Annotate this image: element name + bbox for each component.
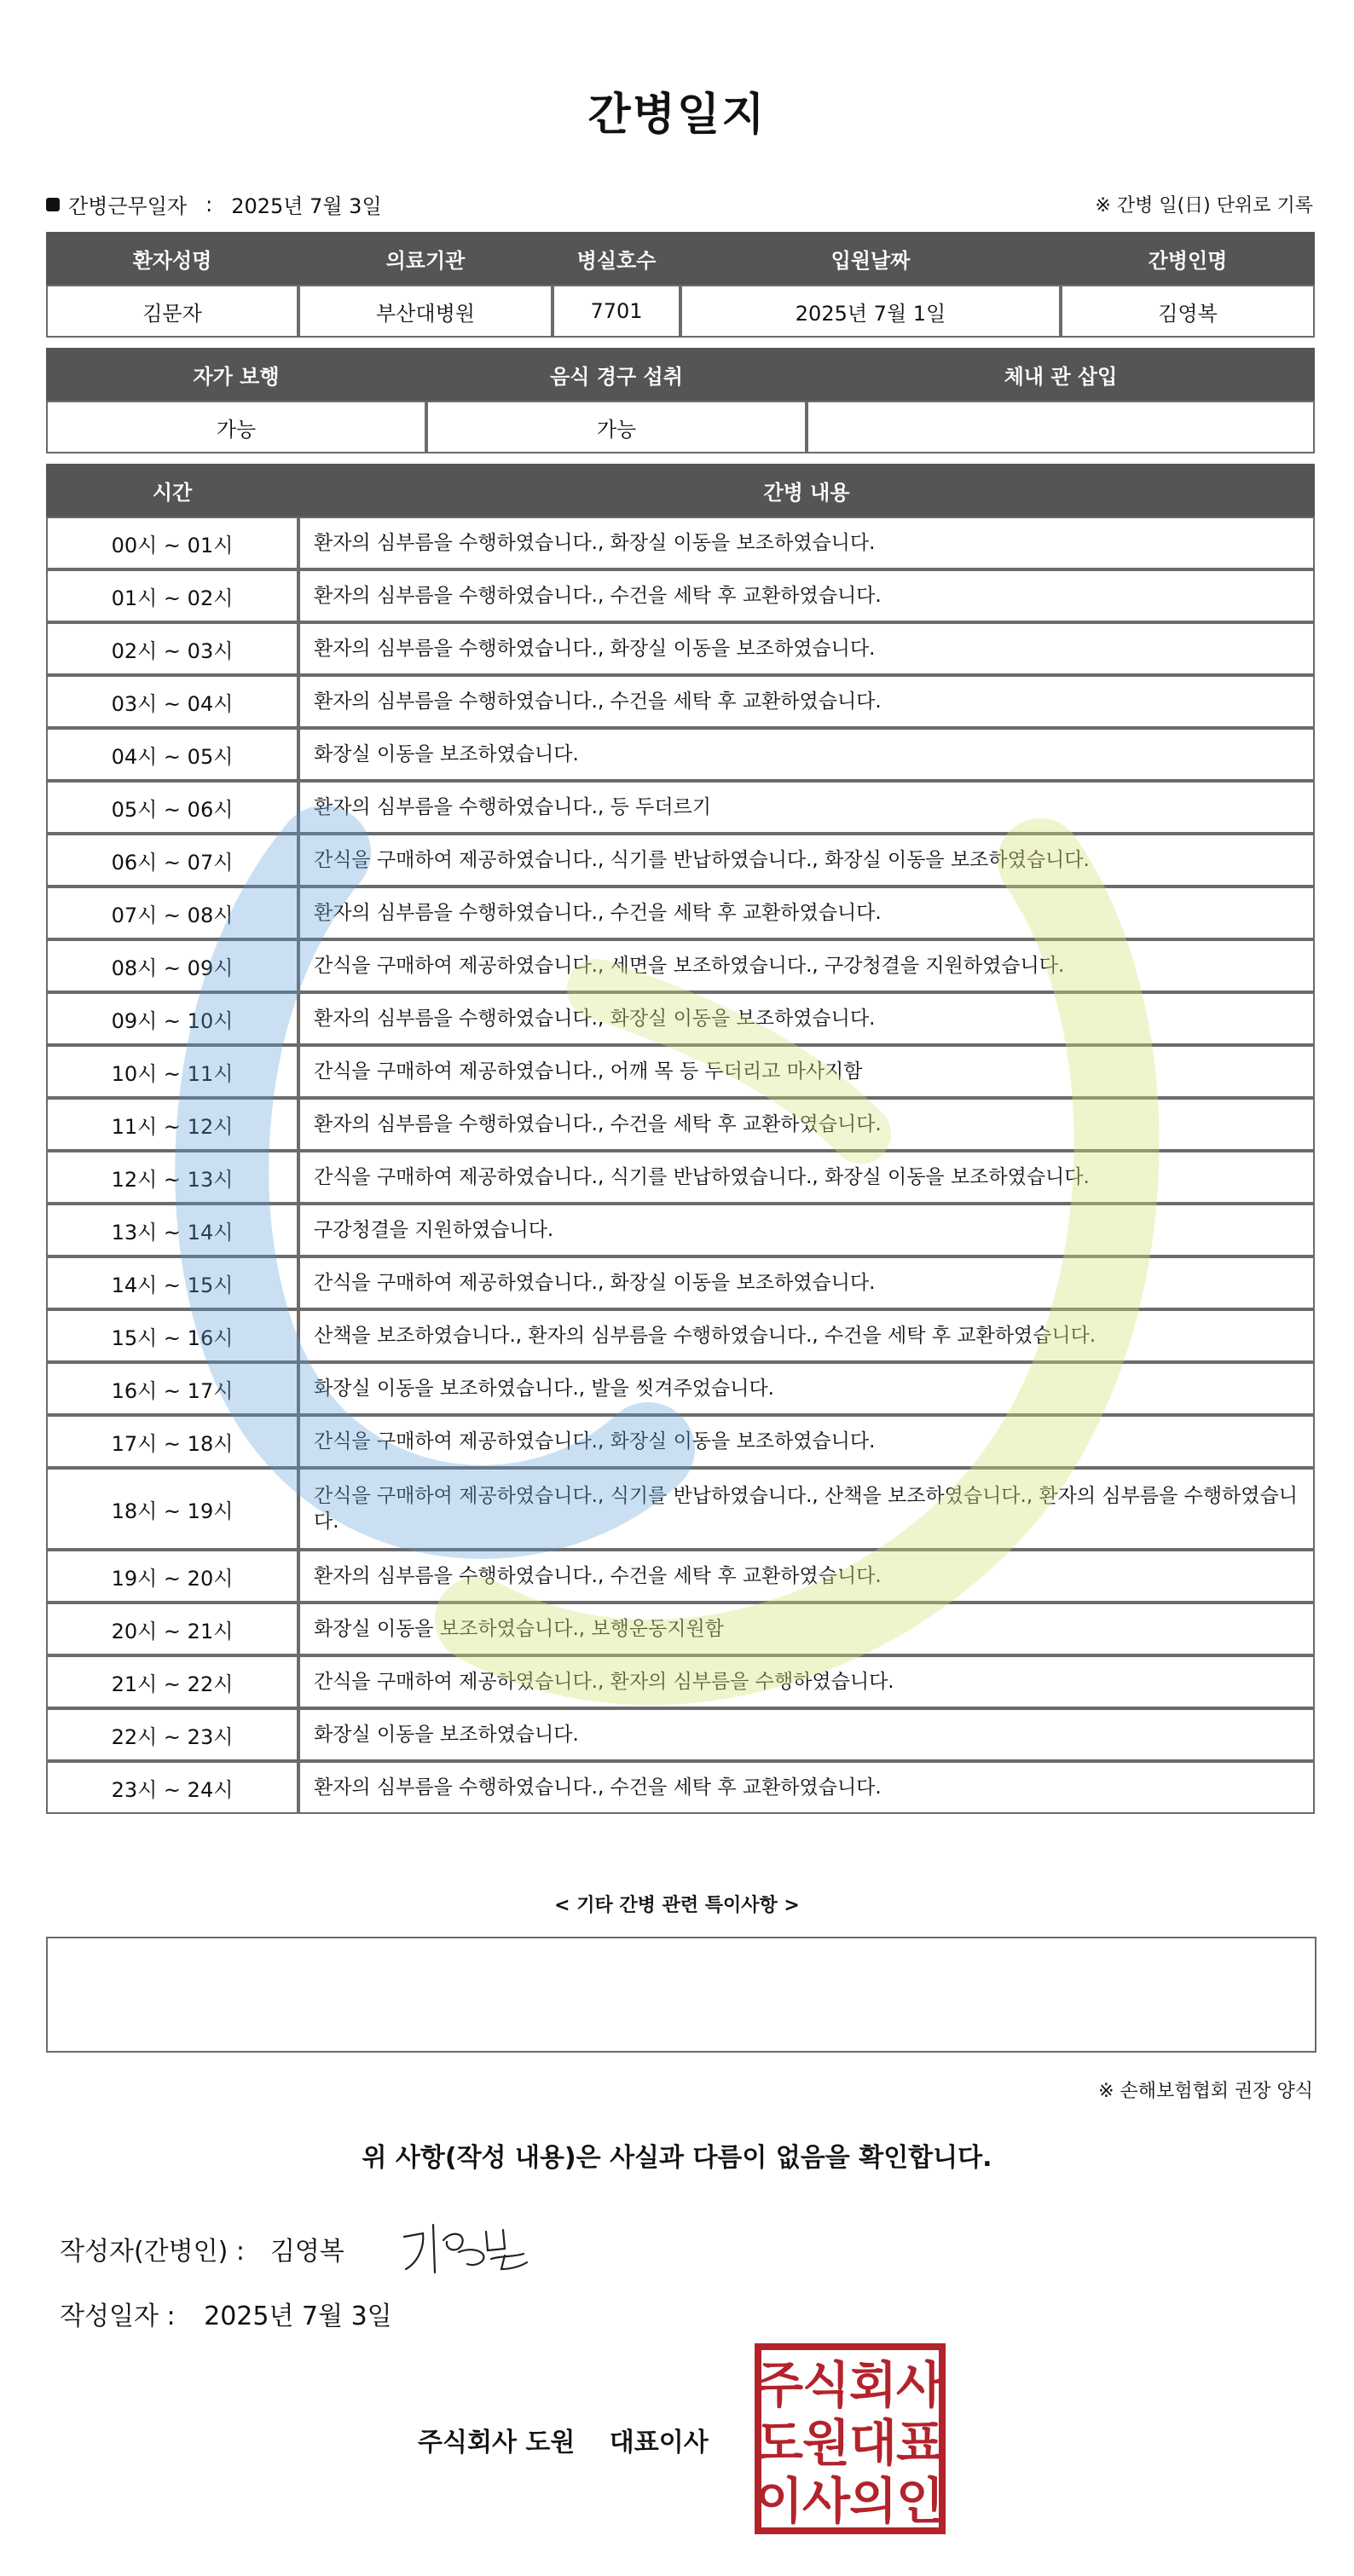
table-row [46, 1151, 1315, 1204]
table-row [46, 517, 1315, 569]
representative-title: 대표이사 [609, 2428, 709, 2458]
content-cell: 화장실 이동을 보조하였습니다., 보행운동지원함 [298, 1603, 1315, 1655]
time-cell: 04시 ~ 05시 [46, 728, 298, 781]
content-cell: 환자의 심부름을 수행하였습니다., 수건을 세탁 후 교환하였습니다. [298, 569, 1315, 622]
writer-name: 김영복 [269, 2237, 344, 2267]
content-cell: 환자의 심부름을 수행하였습니다., 수건을 세탁 후 교환하였습니다. [298, 1761, 1315, 1814]
header-caregiver-name: 간병인명 [1061, 232, 1315, 285]
svg-text:원: 원 [801, 2414, 851, 2472]
signature [399, 2213, 535, 2281]
content-cell: 화장실 이동을 보조하였습니다., 발을 씻겨주었습니다. [298, 1362, 1315, 1415]
content-cell: 산책을 보조하였습니다., 환자의 심부름을 수행하였습니다., 수건을 세탁 후 교환하였습니다. [298, 1309, 1315, 1362]
time-cell: 01시 ~ 02시 [46, 569, 298, 622]
table-row [46, 1603, 1315, 1655]
confirm-statement: 위 사항(작성 내용)은 사실과 다름이 없음을 확인합니다. [362, 2143, 992, 2173]
table-row [46, 728, 1315, 781]
company-seal-stamp [754, 2342, 946, 2535]
svg-text:표: 표 [895, 2414, 945, 2472]
work-date-row [46, 189, 382, 219]
time-cell: 09시 ~ 10시 [46, 992, 298, 1045]
patient-status-table [46, 348, 1315, 453]
time-cell: 19시 ~ 20시 [46, 1550, 298, 1603]
table-row [46, 834, 1315, 887]
time-cell: 18시 ~ 19시 [46, 1468, 298, 1550]
patient-value-row [46, 285, 1315, 338]
svg-text:대: 대 [848, 2414, 898, 2472]
room-number-cell: 7701 [553, 285, 680, 338]
table-row [46, 569, 1315, 622]
self-walking-cell: 가능 [46, 401, 426, 453]
content-cell: 환자의 심부름을 수행하였습니다., 수건을 세탁 후 교환하였습니다. [298, 887, 1315, 939]
header-self-walking: 자가 보행 [46, 348, 426, 401]
content-cell: 간식을 구매하여 제공하였습니다., 환자의 심부름을 수행하였습니다. [298, 1655, 1315, 1708]
table-row [46, 1309, 1315, 1362]
svg-text:도: 도 [755, 2414, 804, 2472]
square-bullet-icon [46, 198, 60, 211]
content-cell: 간식을 구매하여 제공하였습니다., 화장실 이동을 보조하였습니다. [298, 1415, 1315, 1468]
table-row [46, 1045, 1315, 1098]
header-care-content: 간병 내용 [298, 464, 1315, 517]
time-cell: 06시 ~ 07시 [46, 834, 298, 887]
status-value-row [46, 401, 1315, 453]
table-row [46, 781, 1315, 834]
table-row [46, 675, 1315, 728]
header-room-number: 병실호수 [553, 232, 680, 285]
caregiver-name-cell: 김영복 [1061, 285, 1315, 338]
time-cell: 12시 ~ 13시 [46, 1151, 298, 1204]
content-cell: 환자의 심부름을 수행하였습니다., 수건을 세탁 후 교환하였습니다. [298, 675, 1315, 728]
content-cell: 화장실 이동을 보조하였습니다. [298, 728, 1315, 781]
time-cell: 11시 ~ 12시 [46, 1098, 298, 1151]
header-time: 시간 [46, 464, 298, 517]
content-cell: 화장실 이동을 보조하였습니다. [298, 1708, 1315, 1761]
log-header-row [46, 464, 1315, 517]
table-row [46, 887, 1315, 939]
table-row [46, 1204, 1315, 1256]
table-row [46, 622, 1315, 675]
time-cell: 10시 ~ 11시 [46, 1045, 298, 1098]
header-hospital: 의료기관 [298, 232, 553, 285]
patient-name-cell: 김문자 [46, 285, 298, 338]
time-cell: 00시 ~ 01시 [46, 517, 298, 569]
svg-text:회: 회 [848, 2356, 898, 2414]
time-cell: 15시 ~ 16시 [46, 1309, 298, 1362]
work-date-label: 간병근무일자 [68, 194, 188, 218]
content-cell: 간식을 구매하여 제공하였습니다., 식기를 반납하였습니다., 산책을 보조하였습니다., 환자의 심부름을 수행하였습니다. [298, 1468, 1315, 1550]
time-cell: 22시 ~ 23시 [46, 1708, 298, 1761]
table-row [46, 1550, 1315, 1603]
care-log-table [46, 464, 1315, 1814]
content-cell: 환자의 심부름을 수행하였습니다., 수건을 세탁 후 교환하였습니다. [298, 1098, 1315, 1151]
content-cell: 간식을 구매하여 제공하였습니다., 식기를 반납하였습니다., 화장실 이동을 보조하였습니다. [298, 834, 1315, 887]
content-cell: 환자의 심부름을 수행하였습니다., 화장실 이동을 보조하였습니다. [298, 622, 1315, 675]
writer-label: 작성자(간병인) : [60, 2237, 245, 2267]
header-patient-name: 환자성명 [46, 232, 298, 285]
tube-insertion-cell [807, 401, 1315, 453]
notes-box [46, 1937, 1316, 2053]
status-header-row [46, 348, 1315, 401]
header-tube-insertion: 체내 관 삽입 [807, 348, 1315, 401]
table-row [46, 1655, 1315, 1708]
header-admission-date: 입원날짜 [680, 232, 1061, 285]
svg-text:인: 인 [895, 2472, 945, 2530]
content-cell: 환자의 심부름을 수행하였습니다., 화장실 이동을 보조하였습니다. [298, 992, 1315, 1045]
written-date-row [60, 2295, 392, 2332]
patient-info-table [46, 232, 1315, 338]
content-cell: 환자의 심부름을 수행하였습니다., 화장실 이동을 보조하였습니다. [298, 517, 1315, 569]
admission-date-cell: 2025년 7월 1일 [680, 285, 1061, 338]
table-row [46, 992, 1315, 1045]
time-cell: 23시 ~ 24시 [46, 1761, 298, 1814]
time-cell: 07시 ~ 08시 [46, 887, 298, 939]
time-cell: 16시 ~ 17시 [46, 1362, 298, 1415]
header-oral-intake: 음식 경구 섭취 [426, 348, 807, 401]
content-cell: 간식을 구매하여 제공하였습니다., 화장실 이동을 보조하였습니다. [298, 1256, 1315, 1309]
table-row [46, 1415, 1315, 1468]
content-cell: 환자의 심부름을 수행하였습니다., 등 두더르기 [298, 781, 1315, 834]
work-date-separator: : [205, 192, 213, 217]
content-cell: 환자의 심부름을 수행하였습니다., 수건을 세탁 후 교환하였습니다. [298, 1550, 1315, 1603]
content-cell: 구강청결을 지원하였습니다. [298, 1204, 1315, 1256]
svg-text:식: 식 [801, 2356, 851, 2414]
table-row [46, 1708, 1315, 1761]
work-date-value: 2025년 7월 3일 [231, 194, 382, 218]
company-name: 주식회사 도원 [418, 2428, 576, 2458]
content-cell: 간식을 구매하여 제공하였습니다., 어깨 목 등 두더리고 마사지함 [298, 1045, 1315, 1098]
content-cell: 간식을 구매하여 제공하였습니다., 식기를 반납하였습니다., 화장실 이동을 보조하였습니다. [298, 1151, 1315, 1204]
hospital-cell: 부산대병원 [298, 285, 553, 338]
time-cell: 08시 ~ 09시 [46, 939, 298, 992]
notes-title: < 기타 간병 관련 특이사항 > [554, 1895, 800, 1916]
time-cell: 02시 ~ 03시 [46, 622, 298, 675]
table-row [46, 1098, 1315, 1151]
patient-header-row [46, 232, 1315, 285]
recommend-note: ※ 손해보험협회 권장 양식 [1098, 2081, 1313, 2102]
writer-row [60, 2230, 344, 2267]
time-cell: 13시 ~ 14시 [46, 1204, 298, 1256]
content-cell: 간식을 구매하여 제공하였습니다., 세면을 보조하였습니다., 구강청결을 지원하였습니다. [298, 939, 1315, 992]
company-row [418, 2421, 709, 2458]
svg-text:의: 의 [848, 2472, 898, 2530]
page-title: 간병일지 [587, 90, 767, 141]
table-row [46, 1362, 1315, 1415]
table-row [46, 939, 1315, 992]
written-date-label: 작성일자 : [60, 2302, 176, 2331]
time-cell: 03시 ~ 04시 [46, 675, 298, 728]
svg-text:사: 사 [895, 2356, 945, 2414]
table-row [46, 1256, 1315, 1309]
table-row [46, 1761, 1315, 1814]
time-cell: 05시 ~ 06시 [46, 781, 298, 834]
written-date-value: 2025년 7월 3일 [204, 2302, 392, 2331]
svg-text:주: 주 [755, 2356, 804, 2414]
unit-note: ※ 간병 일(日) 단위로 기록 [1095, 195, 1313, 217]
time-cell: 14시 ~ 15시 [46, 1256, 298, 1309]
time-cell: 21시 ~ 22시 [46, 1655, 298, 1708]
time-cell: 20시 ~ 21시 [46, 1603, 298, 1655]
svg-text:이: 이 [755, 2472, 804, 2530]
time-cell: 17시 ~ 18시 [46, 1415, 298, 1468]
oral-intake-cell: 가능 [426, 401, 807, 453]
table-row [46, 1468, 1315, 1550]
svg-text:사: 사 [801, 2472, 851, 2530]
